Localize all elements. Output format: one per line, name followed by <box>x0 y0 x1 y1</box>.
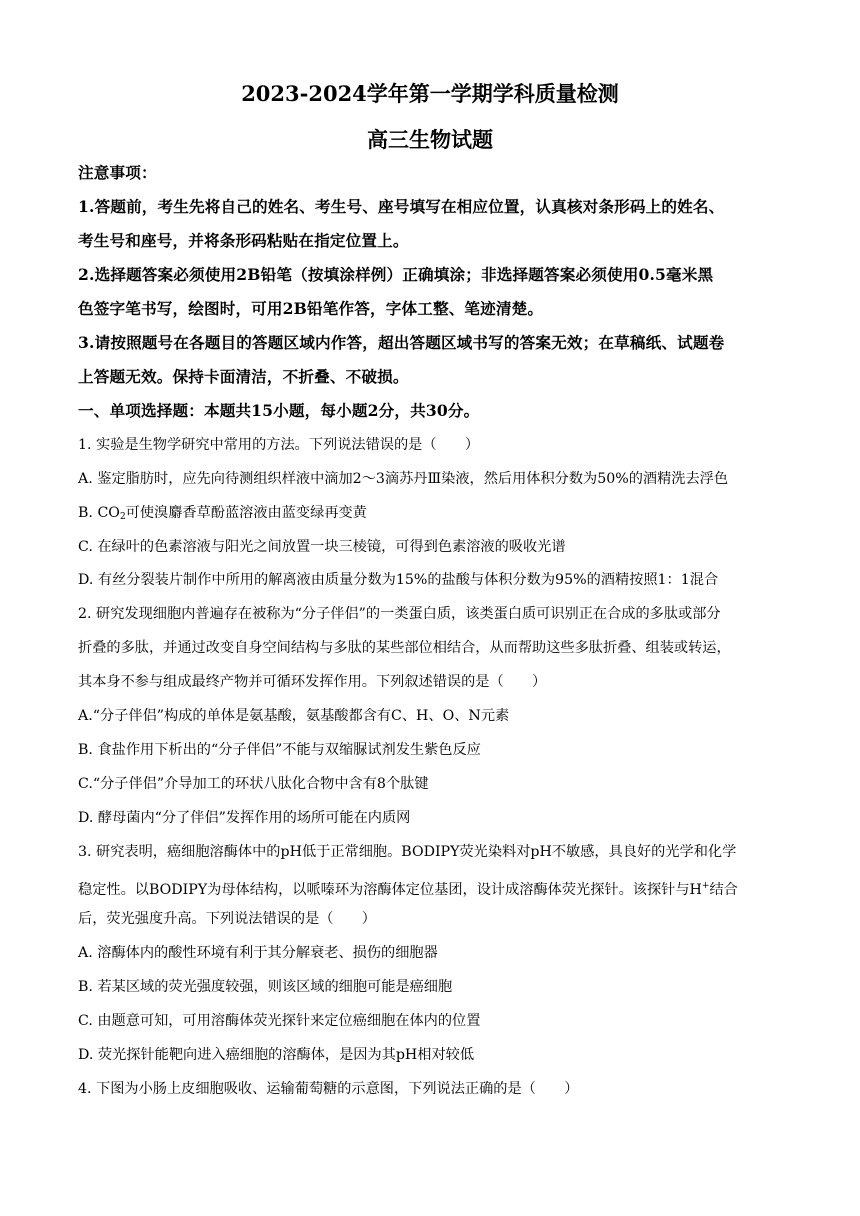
question-2-option-a: A.“分子伴侣”构成的单体是氨基酸，氨基酸都含有C、H、O、N元素 <box>78 708 510 724</box>
question-1-option-d: D. 有丝分裂装片制作中所用的解离液由质量分数为15%的盐酸与体积分数为95%的酒精按照1：1混合 <box>78 572 719 588</box>
question-4-stem: 4. 下图为小肠上皮细胞吸收、运输葡萄糖的示意图，下列说法正确的是（ ） <box>78 1081 579 1097</box>
question-3-stem: 稳定性。以BODIPY为母体结构，以哌嗪环为溶酶体定位基团，设计成溶酶体荧光探针。该探针与H+结合 <box>78 881 738 898</box>
section-heading: 一、单项选择题：本题共15小题，每小题2分，共30分。 <box>78 401 480 420</box>
question-2-option-b: B. 食盐作用下析出的“分子伴侣”不能与双缩脲试剂发生紫色反应 <box>78 742 481 758</box>
question-1-option-b: B. $CO_2$可使溴麝香草酚蓝溶液由蓝变绿再变黄 <box>78 505 367 522</box>
notes-line: 3.请按照题号在各题目的答题区域内作答，超出答题区域书写的答案无效；在草稿纸、试题卷 <box>78 333 725 352</box>
notes-line: 上答题无效。保持卡面清洁，不折叠、不破损。 <box>78 367 409 386</box>
notes-line: 1.答题前，考生先将自己的姓名、考生号、座号填写在相应位置，认真核对条形码上的姓名、 <box>78 197 725 216</box>
question-3-option-b: B. 若某区域的荧光强度较强，则该区域的细胞可能是癌细胞 <box>78 979 453 995</box>
exam-title: 2023-2024学年第一学期学科质量检测 <box>241 81 619 106</box>
question-3-option-a: A. 溶酶体内的酸性环境有利于其分解衰老、损伤的细胞器 <box>78 945 438 961</box>
question-1-option-a: A. 鉴定脂肪时，应先向待测组织样液中滴加2～3滴苏丹Ⅲ染液，然后用体积分数为50%的酒精洗去浮色 <box>78 471 729 487</box>
question-3-option-d: D. 荧光探针能靶向进入癌细胞的溶酶体，是因为其pH相对较低 <box>78 1047 475 1063</box>
notes-line: 2.选择题答案必须使用2B铅笔（按填涂样例）正确填涂；非选择题答案必须使用0.5毫米黑 <box>78 265 714 284</box>
question-2-option-c: C.“分子伴侣”介导加工的环状八肽化合物中含有8个肽键 <box>78 776 429 792</box>
question-2-option-d: D. 酵母菌内“分了伴侣”发挥作用的场所可能在内质网 <box>78 810 411 826</box>
question-2-stem: 其本身不参与组成最终产物并可循环发挥作用。下列叙述错误的是（ ） <box>78 674 547 690</box>
notes-heading: 注意事项： <box>78 163 157 182</box>
question-2-stem: 2. 研究发现细胞内普遍存在被称为“分子伴侣”的一类蛋白质，该类蛋白质可识别正在合成的多肽或部分 <box>78 606 721 622</box>
notes-line: 色签字笔书写，绘图时，可用2B铅笔作答，字体工整、笔迹清楚。 <box>78 299 544 318</box>
question-3-stem: 3. 研究表明，癌细胞溶酶体中的pH低于正常细胞。BODIPY荧光染料对pH不敏感，具良好的光学和化学 <box>78 844 737 860</box>
question-2-stem: 折叠的多肽，并通过改变自身空间结构与多肽的某些部位相结合，从而帮助这些多肽折叠、组装或转运， <box>78 640 731 656</box>
question-1-option-c: C. 在绿叶的色素溶液与阳光之间放置一块三棱镜，可得到色素溶液的吸收光谱 <box>78 539 566 555</box>
question-1-stem: 1. 实验是生物学研究中常用的方法。下列说法错误的是（ ） <box>78 437 480 453</box>
question-3-stem: 后，荧光强度升高。下列说法错误的是（ ） <box>78 911 376 927</box>
question-3-option-c: C. 由题意可知，可用溶酶体荧光探针来定位癌细胞在体内的位置 <box>78 1013 481 1029</box>
exam-subtitle: 高三生物试题 <box>367 127 493 152</box>
notes-line: 考生号和座号，并将条形码粘贴在指定位置上。 <box>78 231 409 250</box>
